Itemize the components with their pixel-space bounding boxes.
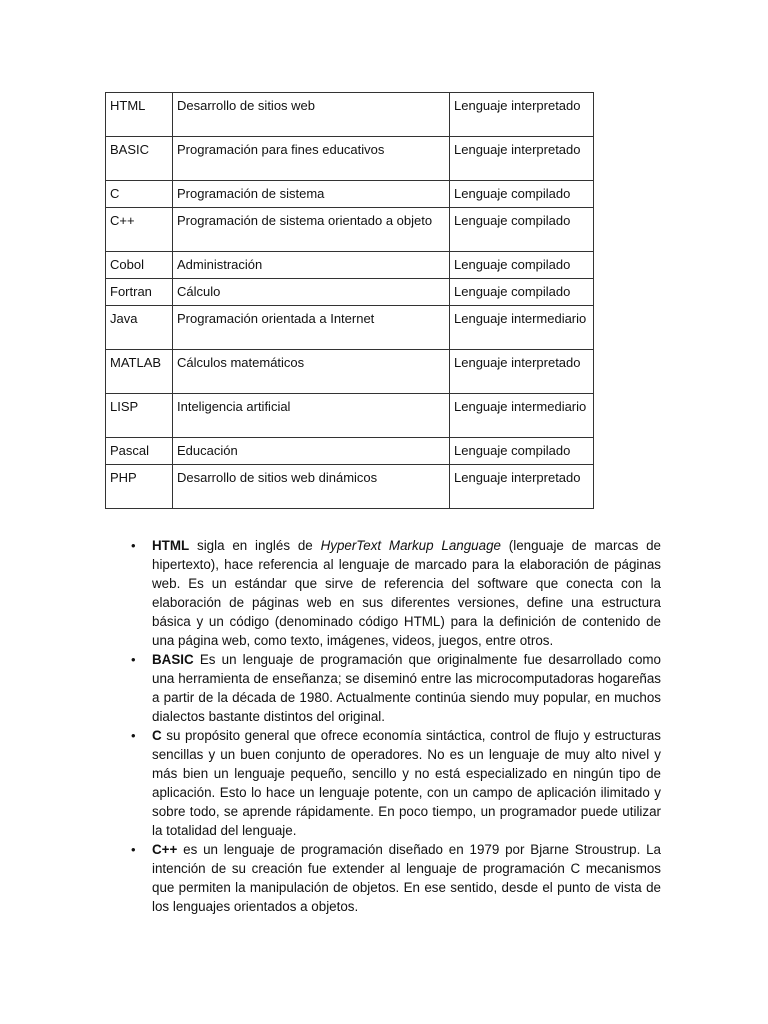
term-label: HTML	[152, 538, 190, 553]
language-use-cell: Cálculos matemáticos	[173, 350, 450, 394]
bullet-icon: •	[131, 728, 136, 743]
term-label: BASIC	[152, 652, 194, 667]
language-name-cell: PHP	[106, 465, 173, 509]
table-row	[106, 279, 594, 306]
language-type-cell: Lenguaje interpretado	[450, 465, 594, 509]
bullet-icon: •	[131, 538, 136, 553]
language-type-cell: Lenguaje intermediario	[450, 306, 594, 350]
term-label: C	[152, 728, 162, 743]
table-row	[106, 252, 594, 279]
language-use-cell: Educación	[173, 438, 450, 465]
table-row	[106, 394, 594, 438]
language-type-cell: Lenguaje interpretado	[450, 137, 594, 181]
list-item-basic	[131, 650, 661, 726]
languages-table	[105, 92, 594, 509]
language-use-cell: Desarrollo de sitios web dinámicos	[173, 465, 450, 509]
note-italic-text: HyperText Markup Language	[320, 538, 501, 553]
language-use-cell: Programación para fines educativos	[173, 137, 450, 181]
note-text: (lenguaje de marcas de hipertexto), hace referencia al lenguaje de marcado para la elaboración de páginas web. Es un estándar que sirve de referencia del software que conecta con la elaboración de páginas web en sus diferentes versiones, define una estructura básica y un código (denominado código HTML) para la definición de contenido de una página web, como texto, imágenes, videos, juegos, entre otros.	[152, 538, 661, 648]
language-use-cell: Administración	[173, 252, 450, 279]
language-use-cell: Programación de sistema orientado a objeto	[173, 208, 450, 252]
language-name-cell: Pascal	[106, 438, 173, 465]
language-name-cell: Java	[106, 306, 173, 350]
language-use-cell: Programación orientada a Internet	[173, 306, 450, 350]
table-row	[106, 208, 594, 252]
language-name-cell: LISP	[106, 394, 173, 438]
language-type-cell: Lenguaje compilado	[450, 438, 594, 465]
language-name-cell: BASIC	[106, 137, 173, 181]
language-notes-list	[131, 536, 661, 916]
language-type-cell: Lenguaje compilado	[450, 252, 594, 279]
language-type-cell: Lenguaje compilado	[450, 208, 594, 252]
language-name-cell: Fortran	[106, 279, 173, 306]
term-label: C++	[152, 842, 178, 857]
language-name-cell: C++	[106, 208, 173, 252]
language-use-cell: Desarrollo de sitios web	[173, 93, 450, 137]
note-text: es un lenguaje de programación diseñado en 1979 por Bjarne Stroustrup. La intención de su creación fue extender al lenguaje de programación C mecanismos que permiten la manipulación de objetos. En ese sentido, desde el punto de vista de los lenguajes orientados a objetos.	[152, 842, 661, 914]
list-item-cpp	[131, 840, 661, 916]
table-row	[106, 306, 594, 350]
language-name-cell: MATLAB	[106, 350, 173, 394]
language-use-cell: Cálculo	[173, 279, 450, 306]
language-name-cell: HTML	[106, 93, 173, 137]
language-type-cell: Lenguaje interpretado	[450, 93, 594, 137]
note-text: Es un lenguaje de programación que originalmente fue desarrollado como una herramienta de enseñanza; se diseminó entre las microcomputadoras hogareñas a partir de la década de 1980. Actualmente continúa siendo muy popular, en muchos dialectos bastante distintos del original.	[152, 652, 661, 724]
note-text: su propósito general que ofrece economía sintáctica, control de flujo y estructuras sencillas y un buen conjunto de operadores. No es un lenguaje de muy alto nivel y más bien un lenguaje pequeño, sencillo y no está especializado en ningún tipo de aplicación. Esto lo hace un lenguaje potente, con un campo de aplicación ilimitado y sobre todo, se aprende rápidamente. En poco tiempo, un programador puede utilizar la totalidad del lenguaje.	[152, 728, 661, 838]
language-type-cell: Lenguaje intermediario	[450, 394, 594, 438]
table-row	[106, 93, 594, 137]
bullet-icon: •	[131, 842, 136, 857]
note-text: sigla en inglés de	[189, 538, 321, 553]
bullet-icon: •	[131, 652, 136, 667]
list-item-html	[131, 536, 661, 650]
table-row	[106, 350, 594, 394]
table-row	[106, 465, 594, 509]
language-name-cell: Cobol	[106, 252, 173, 279]
language-use-cell: Programación de sistema	[173, 181, 450, 208]
language-type-cell: Lenguaje compilado	[450, 181, 594, 208]
language-type-cell: Lenguaje interpretado	[450, 350, 594, 394]
language-use-cell: Inteligencia artificial	[173, 394, 450, 438]
table-row	[106, 181, 594, 208]
table-row	[106, 438, 594, 465]
table-row	[106, 137, 594, 181]
language-name-cell: C	[106, 181, 173, 208]
list-item-c	[131, 726, 661, 840]
language-type-cell: Lenguaje compilado	[450, 279, 594, 306]
